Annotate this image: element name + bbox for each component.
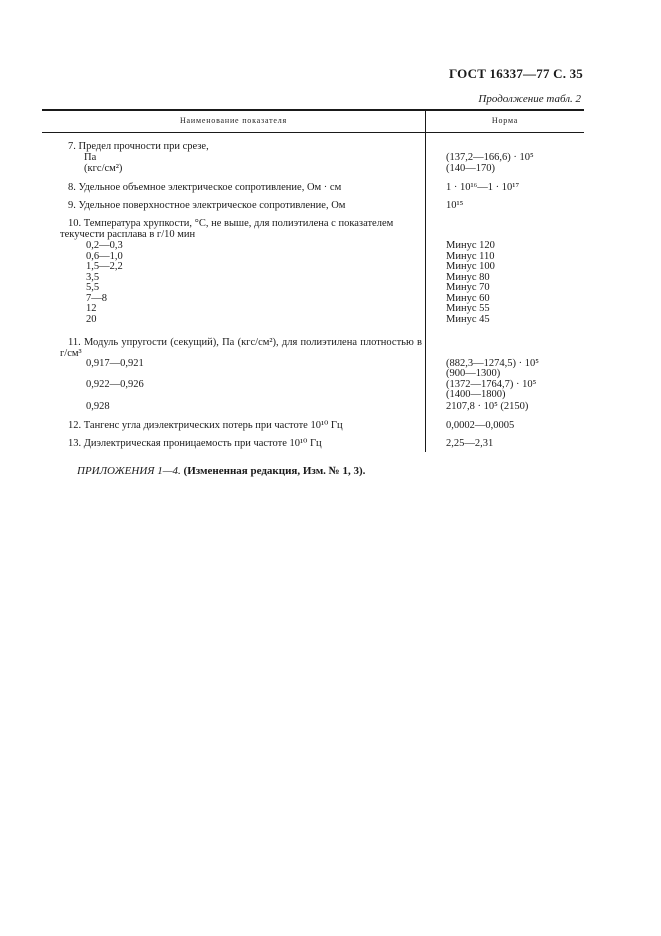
- row-13-value: 2,25—2,31: [446, 438, 494, 449]
- column-header-norm: Норма: [491, 116, 519, 125]
- row-11-density-3: 0,928: [86, 401, 110, 412]
- row-11-density-2: 0,922—0,926: [86, 379, 144, 390]
- row-8-title: 8. Удельное объемное электрическое сопротивление, Ом · см: [68, 182, 342, 193]
- row-11-value-1a: (882,3—1274,5) · 10⁵: [446, 358, 539, 369]
- row-7-value-pa: (137,2—166,6) · 10⁵: [446, 152, 534, 163]
- row-9-title: 9. Удельное поверхностное электрическое сопротивление, Ом: [68, 200, 346, 211]
- list-item: 0,2—0,3: [86, 240, 123, 251]
- table-top-rule: [42, 109, 584, 111]
- list-item: 20: [86, 313, 97, 325]
- row-12-value: 0,0002—0,0005: [446, 420, 515, 431]
- row-9-value: 10¹⁵: [446, 200, 464, 211]
- list-item-value: Минус 110: [446, 250, 495, 262]
- list-item-value: Минус 70: [446, 282, 490, 293]
- list-item: 3,5: [86, 271, 100, 283]
- appendix-text: (Измененная редакция, Изм. № 1, 3).: [183, 465, 366, 477]
- row-7-value-kgs: (140—170): [446, 163, 495, 174]
- row-11-density-1: 0,917—0,921: [86, 358, 144, 369]
- list-item-value: Минус 45: [446, 313, 490, 325]
- row-7-unit-kgs: (кгс/см²): [84, 163, 123, 174]
- column-header-name: Наименование показателя: [179, 116, 288, 125]
- list-item: 5,5: [86, 282, 100, 293]
- row-10-title: 10. Температура хрупкости, °С, не выше, для полиэтилена с показателем текучести расплава в г/10 мин: [60, 218, 394, 240]
- list-item: 1,5—2,2: [86, 261, 123, 272]
- row-12-title: 12. Тангенс угла диэлектрических потерь при частоте 10¹⁰ Гц: [68, 420, 343, 431]
- table-header-rule: [42, 132, 584, 133]
- list-item-value: Минус 100: [446, 261, 495, 272]
- row-11-value-2a: (1372—1764,7) · 10⁵: [446, 379, 537, 390]
- row-11-title: 11. Модуль упругости (секущий), Па (кгс/см²), для полиэтилена плотностью в г/см³: [60, 337, 422, 359]
- row-11-value-2b: (1400—1800): [446, 389, 506, 400]
- page-header-title: ГОСТ 16337—77 С. 35: [449, 66, 583, 81]
- list-item: 0,6—1,0: [86, 250, 123, 262]
- appendix-label: ПРИЛОЖЕНИЯ 1—4.: [77, 465, 181, 477]
- row-11-value-3: 2107,8 · 10⁵ (2150): [446, 401, 529, 412]
- row-8-value: 1 · 10¹⁶—1 · 10¹⁷: [446, 182, 520, 193]
- row-13-title: 13. Диэлектрическая проницаемость при частоте 10¹⁰ Гц: [68, 438, 322, 449]
- row-7-unit-pa: Па: [84, 152, 97, 163]
- row-7-title: 7. Предел прочности при срезе,: [68, 141, 209, 152]
- row-11-value-1b: (900—1300): [446, 368, 501, 379]
- list-item-value: Минус 55: [446, 303, 490, 314]
- list-item: 12: [86, 303, 97, 314]
- list-item-value: Минус 80: [446, 271, 490, 283]
- list-item-value: Минус 120: [446, 240, 495, 251]
- table-continuation-label: Продолжение табл. 2: [478, 93, 581, 105]
- list-item-value: Минус 60: [446, 292, 490, 304]
- table-column-divider: [425, 109, 426, 452]
- list-item: 7—8: [86, 292, 107, 304]
- appendix-note: [77, 465, 365, 477]
